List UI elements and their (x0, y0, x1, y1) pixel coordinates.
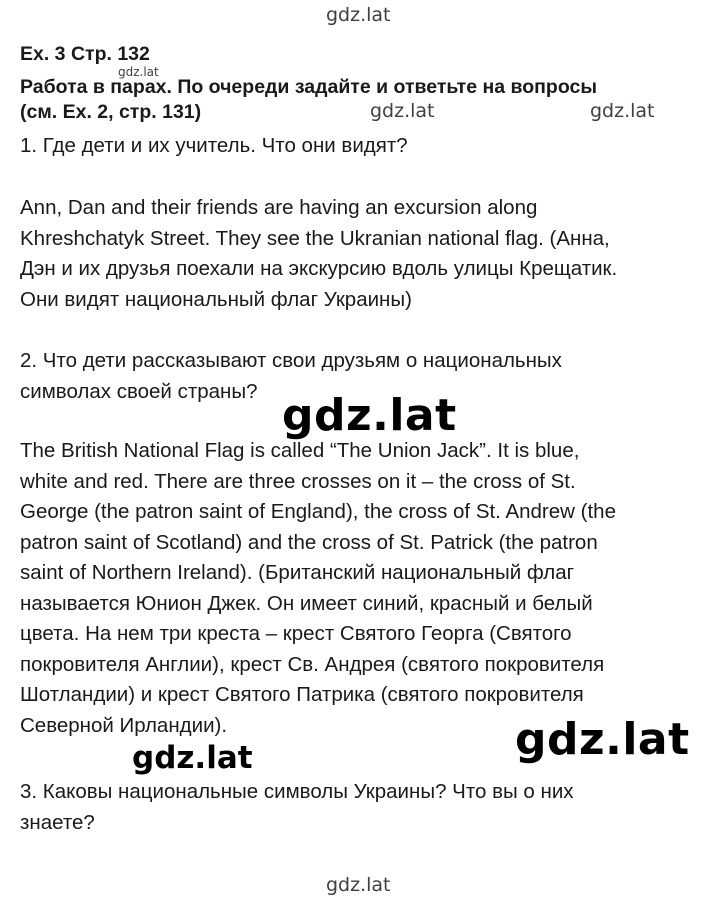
watermark-top: gdz.lat (326, 4, 391, 26)
task-instruction-line2: (см. Ex. 2, стр. 131) (20, 101, 202, 123)
question-3 (20, 777, 710, 838)
watermark-bottom: gdz.lat (326, 874, 391, 896)
answer-2-line: называется Юнион Джек. Он имеет синий, красный и белый (20, 591, 593, 615)
watermark-tiny: gdz.lat (118, 65, 159, 79)
answer-2-line: Северной Ирландии). (20, 713, 228, 737)
watermark-mid-right: gdz.lat (590, 100, 655, 122)
answer-2 (20, 436, 710, 741)
question-1 (20, 131, 710, 162)
answer-1 (20, 193, 710, 315)
question-1-text: 1. Где дети и их учитель. Что они видят? (20, 134, 408, 157)
answer-1-line: Khreshchatyk Street. They see the Ukranian national flag. (Анна, (20, 226, 610, 250)
question-2-line: 2. Что дети рассказывают свои друзьям о национальных (20, 349, 562, 372)
answer-2-line: покровителя Англии), крест Св. Андрея (святого покровителя (20, 652, 605, 676)
answer-2-line: The British National Flag is called “The Union Jack”. It is blue, (20, 439, 580, 462)
answer-2-line: Шотландии) и крест Святого Патрика (святого покровителя (20, 683, 584, 706)
watermark-big-left: gdz.lat (132, 740, 253, 776)
answer-2-line: цвета. На нем три креста – крест Святого Георга (Святого (20, 622, 572, 645)
answer-1-line: Они видят национальный флаг Украины) (20, 287, 412, 311)
answer-2-line: white and red. There are three crosses on it – the cross of St. (20, 469, 576, 493)
answer-1-line: Дэн и их друзья поехали на экскурсию вдоль улицы Крещатик. (20, 257, 618, 280)
question-3-line: 3. Каковы национальные символы Украины? Что вы о них (20, 780, 574, 803)
watermark-mid-center: gdz.lat (370, 100, 435, 122)
question-3-line: знаете? (20, 810, 95, 834)
watermark-big-center: gdz.lat (282, 390, 457, 441)
task-instruction-line1: Работа в парах. По очереди задайте и ответьте на вопросы (20, 76, 597, 98)
answer-2-line: saint of Northern Ireland). (Британский национальный флаг (20, 561, 575, 584)
answer-2-line: patron saint of Scotland) and the cross of St. Patrick (the patron (20, 530, 598, 554)
watermark-big-right: gdz.lat (515, 714, 690, 765)
answer-2-line: George (the patron saint of England), the cross of St. Andrew (the (20, 500, 616, 523)
exercise-heading: Ex. 3 Стр. 132 (20, 43, 150, 65)
question-2-line: символах своей страны? (20, 379, 258, 403)
answer-1-line: Ann, Dan and their friends are having an excursion along (20, 196, 538, 219)
